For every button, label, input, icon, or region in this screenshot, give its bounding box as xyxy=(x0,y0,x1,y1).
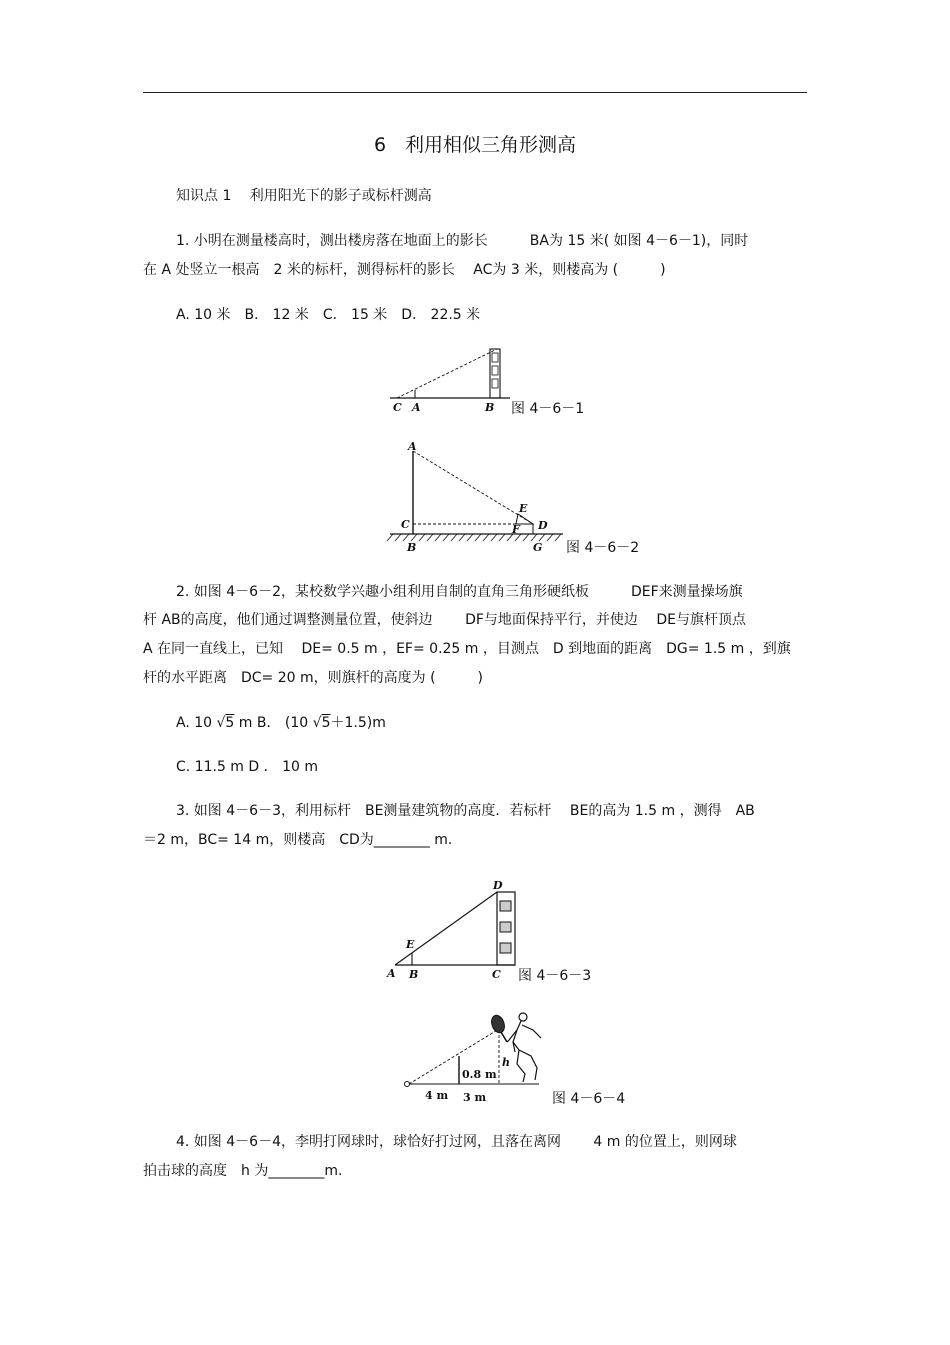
fig4-label-0-8m: 0.8 m xyxy=(462,1068,497,1081)
player-icon xyxy=(507,1013,541,1082)
fig1-label-a: A xyxy=(412,401,421,414)
q1-text-line1: 1. 小明在测量楼高时，测出楼房落在地面上的影长 BA为 15 米( 如图 4－6－1)，同时 xyxy=(176,233,749,249)
q2-opt-a-suffix: m B． (10 xyxy=(234,715,313,731)
q2-options-ab xyxy=(176,713,386,733)
page-title: 6 利用相似三角形测高 xyxy=(373,134,577,156)
q2-opt-b-radicand: 5 xyxy=(321,715,331,731)
q2-options-cd: C. 11.5 m D ． 10 m xyxy=(176,759,318,775)
fig3-label-d: D xyxy=(493,879,503,892)
sqrt-icon: √ xyxy=(312,715,322,731)
q2-text-line2: 杆 AB的高度，他们通过调整测量位置，使斜边 DF与地面保持平行，并使边 DE与旗杆顶点 xyxy=(143,612,746,628)
q3-text-line1: 3. 如图 4－6－3，利用标杆 BE测量建筑物的高度．若标杆 BE的高为 1.5 m ，测得 AB xyxy=(176,803,755,819)
q2-text-line1: 2. 如图 4－6－2，某校数学兴趣小组利用自制的直角三角形硬纸板 DEF来测量操场旗 xyxy=(176,584,743,600)
q1-options: A. 10 米 B． 12 米 C． 15 米 D． 22.5 米 xyxy=(176,307,481,323)
section-heading: 知识点 1 利用阳光下的影子或标杆测高 xyxy=(176,188,432,204)
racket-icon xyxy=(489,1013,507,1042)
fig2-label-a: A xyxy=(408,440,417,453)
fig1-caption: 图 4－6－1 xyxy=(511,401,585,417)
fig4-label-4m: 4 m xyxy=(425,1089,449,1102)
fig1-label-c: C xyxy=(393,401,402,414)
q2-opt-b-suffix: ＋1.5)m xyxy=(330,715,386,731)
figure-4-6-2 xyxy=(385,438,565,556)
header-rule xyxy=(143,92,807,93)
fig3-label-e: E xyxy=(406,938,415,951)
fig2-caption: 图 4－6－2 xyxy=(566,540,640,556)
fig2-label-e: E xyxy=(519,502,528,515)
q2-text-line3: A 在同一直线上，已知 DE= 0.5 m ，EF= 0.25 m ，目测点 D 到地面的距离 DG= 1.5 m ，到旗 xyxy=(143,641,791,657)
figure-4-6-4 xyxy=(395,1008,555,1108)
q2-opt-a-radicand: 5 xyxy=(225,715,235,731)
fig2-label-f: F xyxy=(512,523,520,536)
q4-text-line1: 4. 如图 4－6－4，李明打网球时，球恰好打过网，且落在离网 4 m 的位置上，则网球 xyxy=(176,1134,737,1150)
fig4-label-3m: 3 m xyxy=(463,1091,487,1104)
q2-opt-a-prefix: A. 10 xyxy=(176,715,217,731)
fig1-label-b: B xyxy=(485,401,495,414)
q1-text-line2: 在 A 处竖立一根高 2 米的标杆，测得标杆的影长 AC为 3 米，则楼高为 ( ) xyxy=(143,262,666,278)
fig3-label-b: B xyxy=(409,968,419,981)
fig4-label-h: h xyxy=(502,1056,510,1069)
fig3-label-a: A xyxy=(387,967,396,980)
fig3-label-c: C xyxy=(492,968,501,981)
fig4-caption: 图 4－6－4 xyxy=(552,1091,626,1107)
fig3-caption: 图 4－6－3 xyxy=(518,968,592,984)
q3-text-line2: ＝2 m，BC= 14 m，则楼高 CD为________ m. xyxy=(143,832,453,848)
fig2-label-c: C xyxy=(401,518,410,531)
figure-4-6-3 xyxy=(383,876,518,984)
q4-text-line2: 拍击球的高度 h 为________m. xyxy=(143,1163,343,1179)
q2-text-line4: 杆的水平距离 DC= 20 m，则旗杆的高度为 ( ) xyxy=(143,670,484,686)
fig2-label-d: D xyxy=(538,519,548,532)
figure-4-6-1 xyxy=(385,340,515,418)
sqrt-icon: √ xyxy=(216,715,226,731)
fig2-label-g: G xyxy=(533,541,543,554)
fig2-label-b: B xyxy=(407,541,417,554)
